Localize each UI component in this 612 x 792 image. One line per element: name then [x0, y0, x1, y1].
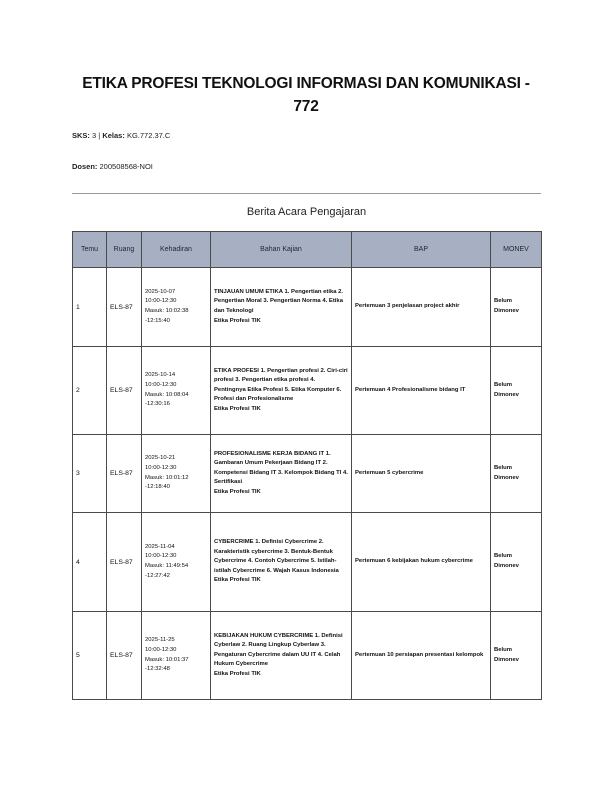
- attendance-checkin: Masuk: 10:02:38: [145, 308, 189, 314]
- cell-kehadiran: [142, 435, 211, 513]
- attendance-date: 2025-10-21: [145, 455, 176, 462]
- cell-temu: 3: [73, 435, 107, 513]
- attendance-checkout: -12:32:48: [145, 666, 170, 673]
- cell-bahan-kajian: [211, 612, 352, 700]
- cell-ruang: ELS-87: [107, 268, 142, 347]
- cell-monev: Belum Dimonev: [491, 513, 542, 612]
- attendance-date: 2025-11-04: [145, 543, 175, 550]
- cell-bahan-kajian: [211, 513, 352, 612]
- attendance-schedule: 10:00-12:30: [145, 646, 177, 653]
- cell-bap: Pertemuan 5 cybercrime: [352, 435, 491, 513]
- cell-bap: Pertemuan 6 kebijakan hukum cybercrime: [352, 513, 491, 612]
- table-row: [73, 612, 542, 700]
- cell-kehadiran: [142, 513, 211, 612]
- meta-separator: |: [98, 131, 101, 140]
- topic-text: ETIKA PROFESI 1. Pengertian profesi 2. Ciri-ciri profesi 3. Pengertian etika profesi 4. Pentingnya Etika Profesi 5. Etika Komputer 6. Profesi dan Profesionalisme: [214, 367, 348, 403]
- cell-temu: 5: [73, 612, 107, 700]
- cell-ruang: ELS-87: [107, 347, 142, 435]
- cell-kehadiran: [142, 347, 211, 435]
- course-meta-line: [72, 131, 170, 140]
- kelas-label: Kelas:: [102, 131, 125, 140]
- dosen-label: Dosen:: [72, 162, 98, 171]
- sks-value: 3: [92, 131, 97, 140]
- header-kehadiran: Kehadiran: [142, 232, 211, 268]
- table-row: [73, 268, 542, 347]
- header-monev: MONEV: [491, 232, 542, 268]
- cell-kehadiran: [142, 268, 211, 347]
- header-ruang: Ruang: [107, 232, 142, 268]
- course-name: Etika Profesi TIK: [214, 670, 261, 677]
- attendance-schedule: 10:00-12:30: [145, 381, 177, 388]
- dosen-value: 200508568-NOI: [99, 162, 153, 171]
- cell-bahan-kajian: [211, 268, 352, 347]
- attendance-date: 2025-10-07: [145, 288, 176, 295]
- cell-monev: Belum Dimonev: [491, 612, 542, 700]
- section-divider: [72, 193, 541, 194]
- course-name: Etika Profesi TIK: [214, 317, 261, 324]
- table-row: [73, 513, 542, 612]
- attendance-schedule: 10:00-12:30: [145, 298, 177, 305]
- attendance-checkout: -12:27:42: [145, 572, 170, 579]
- table-row: [73, 435, 542, 513]
- attendance-date: 2025-10-14: [145, 372, 176, 379]
- table-header-row: [73, 232, 542, 268]
- cell-temu: 4: [73, 513, 107, 612]
- cell-temu: 2: [73, 347, 107, 435]
- attendance-schedule: 10:00-12:30: [145, 464, 177, 471]
- attendance-checkout: -12:18:40: [145, 484, 170, 491]
- cell-ruang: ELS-87: [107, 513, 142, 612]
- topic-text: TINJAUAN UMUM ETIKA 1. Pengertian etika 2. Pengertian Moral 3. Pengertian Norma 4. Etika dan Teknologi: [214, 288, 344, 314]
- cell-ruang: ELS-87: [107, 612, 142, 700]
- teaching-report-table: [72, 231, 542, 700]
- attendance-checkin: Masuk: 11:49:54: [145, 563, 189, 569]
- course-name: Etika Profesi TIK: [214, 405, 261, 412]
- cell-kehadiran: [142, 612, 211, 700]
- cell-ruang: ELS-87: [107, 435, 142, 513]
- table-row: [73, 347, 542, 435]
- cell-monev: Belum Dimonev: [491, 268, 542, 347]
- topic-text: CYBERCRIME 1. Definisi Cybercrime 2. Karakteristik cybercrime 3. Bentuk-Bentuk Cybercrime 4. Contoh Cybercrime 5. Istilah-istilah Cybercrime 6. Wajah Kasus Indonesia: [214, 539, 339, 574]
- attendance-checkin: Masuk: 10:01:37: [145, 656, 189, 663]
- cell-bahan-kajian: [211, 347, 352, 435]
- cell-monev: Belum Dimonev: [491, 347, 542, 435]
- kelas-value: KG.772.37.C: [126, 131, 171, 140]
- cell-monev: Belum Dimonev: [491, 435, 542, 513]
- cell-bap: Pertemuan 3 penjelasan project akhir: [352, 268, 491, 347]
- attendance-checkin: Masuk: 10:08:04: [145, 391, 189, 398]
- header-bap: BAP: [352, 232, 491, 268]
- topic-text: KEBIJAKAN HUKUM CYBERCRIME 1. Definisi Cyberlaw 2. Ruang Lingkup Cyberlaw 3. Pengaturan Cybercrime dalam UU IT 4. Celah Hukum Cybercrime: [214, 632, 343, 668]
- header-temu: Temu: [73, 232, 107, 268]
- document-title: ETIKA PROFESI TEKNOLOGI INFORMASI DAN KOMUNIKASI - 772: [82, 75, 530, 115]
- attendance-checkout: -12:15:40: [145, 317, 170, 324]
- lecturer-meta-line: [72, 162, 153, 171]
- cell-bap: Pertemuan 10 persiapan presentasi kelompok: [352, 612, 491, 700]
- attendance-date: 2025-11-25: [145, 637, 175, 644]
- header-bahan-kajian: Bahan Kajian: [211, 232, 352, 268]
- course-name: Etika Profesi TIK: [214, 577, 261, 584]
- cell-bap: Pertemuan 4 Profesionalisme bidang IT: [352, 347, 491, 435]
- attendance-checkout: -12:30:16: [145, 401, 170, 408]
- cell-bahan-kajian: [211, 435, 352, 513]
- attendance-schedule: 10:00-12:30: [145, 553, 177, 560]
- cell-temu: 1: [73, 268, 107, 347]
- attendance-checkin: Masuk: 10:01:12: [145, 474, 189, 481]
- sks-label: SKS:: [72, 131, 90, 140]
- topic-text: PROFESIONALISME KERJA BIDANG IT 1. Gambaran Umum Pekerjaan Bidang IT 2. Kompetensi Bidang IT 3. Kelompok Bidang TI 4. Sertifikasi: [214, 450, 348, 486]
- course-name: Etika Profesi TIK: [214, 488, 261, 495]
- section-title: Berita Acara Pengajaran: [246, 206, 367, 218]
